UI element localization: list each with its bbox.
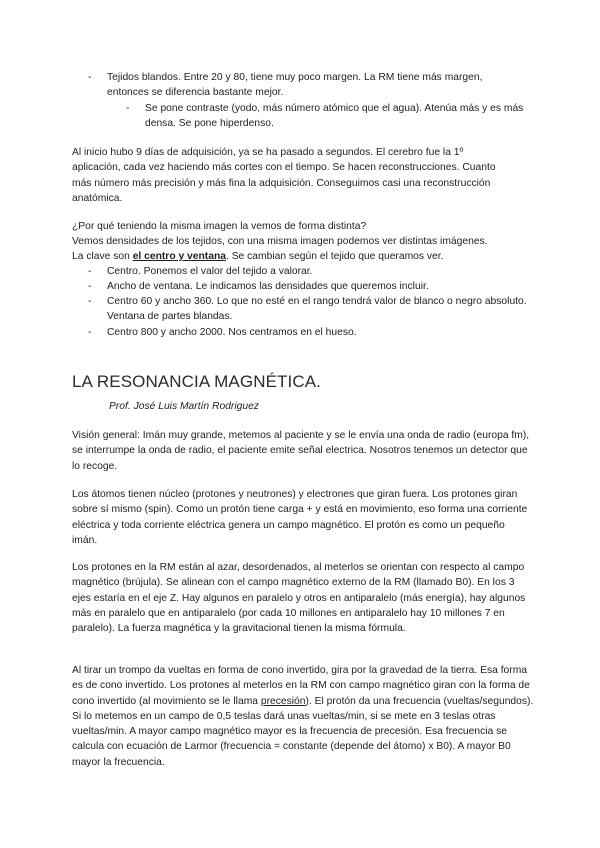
bullet-ancho-ventana: Ancho de ventana. Le indicamos las densidades que queremos incluir. xyxy=(107,281,429,292)
bullet-dash: - xyxy=(88,296,92,307)
sub-bullet-contraste: Se pone contraste (yodo, más número atómico que el agua). Atenúa más y es más densa. Se pone hiperdenso. xyxy=(145,103,524,130)
precesion-term: precesión xyxy=(260,695,306,707)
paragraph-precesion xyxy=(72,663,534,770)
paragraph-adquisicion: Al inicio hubo 9 días de adquisición, ya se ha pasado a segundos. El cerebro fue la 1º aplicación, cada vez haciendo más cortes con el tiempo. Se hacen reconstrucciones. Cuanto más número más precisión y más fina la adquisición. Conseguimos casi una reconstrucción anatómica. xyxy=(72,147,496,204)
clave-after: . Se cambian según el tejido que queramos ver. xyxy=(225,251,444,262)
bullet-dash: - xyxy=(88,72,92,83)
bullet-dash: - xyxy=(88,281,92,292)
precesion-after: ). El protón da una frecuencia (vueltas/segundos). Si lo metemos en un campo de 0,5 teslas dará unas vueltas/min, si se mete en 3 teslas otras vueltas/min. A mayor campo magnético mayor es la frecuencia de precesión. Esa frecuencia se calcula con ecuación de Larmor (frecuencia = constante (depende del átomo) x B0). A mayor B0 mayor la frecuencia. xyxy=(72,695,534,768)
section-heading: LA RESONANCIA MAGNÉTICA. xyxy=(72,372,321,391)
clave-before: La clave son xyxy=(72,251,133,262)
paragraph-atomos: Los átomos tienen núcleo (protones y neutrones) y electrones que giran fuera. Los protones giran sobre sí mismo (spin). Como un protón tiene carga + y está en movimiento, eso forma una corriente eléctrica y toda corriente eléctrica genera un campo magnético. El protón es como un pequeño imán. xyxy=(72,489,528,546)
bullet-hueso: Centro 800 y ancho 2000. Nos centramos en el hueso. xyxy=(107,327,357,338)
question-line: ¿Por qué teniendo la misma imagen la vemos de forma distinta? xyxy=(72,221,367,232)
bullet-dash: - xyxy=(88,327,92,338)
bullet-partes-blandas: Centro 60 y ancho 360. Lo que no esté en el rango tendrá valor de blanco o negro absoluto. Ventana de partes blandas. xyxy=(107,296,527,323)
paragraph-protones: Los protones en la RM están al azar, desordenados, al meterlos se orientan con respecto al campo magnético (brújula). Se alinean con el campo magnético externo de la RM (llamado B0). En los 3 ejes estaría en el eje Z. Hay algunos en paralelo y otros en antiparalelo (más energía), hay algunos más en paralelo que en antiparalelo (por cada 10 millones en antiparalelo hay 10 millones 7 en paralelo). La fuerza magnética y la gravitacional tienen la misma fórmula. xyxy=(72,562,526,635)
bullet-centro: Centro. Ponemos el valor del tejido a valorar. xyxy=(107,266,313,277)
clave-emphasis: el centro y ventana xyxy=(132,251,226,262)
precesion-before: Al tirar un trompo da vueltas en forma de cono invertido, gira por la gravedad de la tierra. Esa forma es de cono invertido. Los protones al meterlos en la RM con campo magnético giran con la forma de cono invertido (al movimiento se le llama xyxy=(72,665,530,707)
bullet-tejidos-blandos: Tejidos blandos. Entre 20 y 80, tiene muy poco margen. La RM tiene más margen, entonces se diferencia bastante mejor. xyxy=(107,72,483,99)
bullet-dash: - xyxy=(88,266,92,277)
answer-line: Vemos densidades de los tejidos, con una misma imagen podemos ver distintas imágenes. xyxy=(72,236,488,247)
professor-name: Prof. José Luis Martín Rodriguez xyxy=(109,401,259,412)
clave-line xyxy=(72,249,542,264)
paragraph-vision-general: Visión general: Imán muy grande, metemos al paciente y se le envía una onda de radio (europa fm), se interrumpe la onda de radio, el paciente emite señal electrica. Nosotros tenemos un detector que lo recoge. xyxy=(72,430,530,472)
sub-bullet-dash: - xyxy=(126,103,130,114)
